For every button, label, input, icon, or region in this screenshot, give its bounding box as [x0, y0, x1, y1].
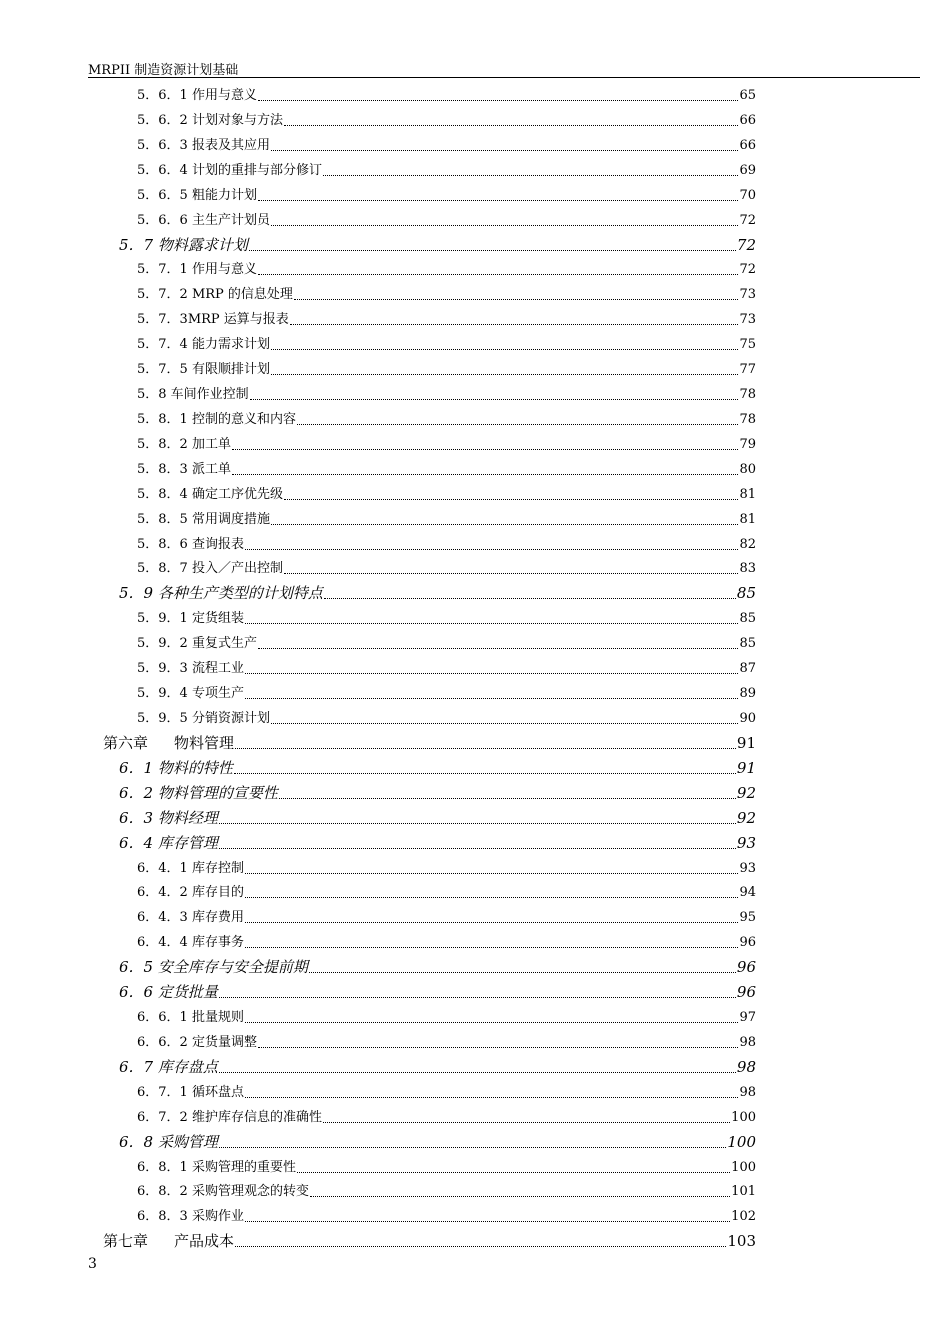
toc-entry-label: 6．5 安全库存与安全提前期 — [119, 958, 308, 977]
dot-leader — [234, 772, 736, 774]
toc-entry-label: 5．8．7 投入／产出控制 — [137, 561, 283, 577]
toc-entry-page: 81 — [739, 511, 756, 527]
toc-entry[interactable] — [137, 84, 756, 106]
toc-entry[interactable] — [137, 458, 756, 480]
dot-leader — [245, 1220, 730, 1222]
toc-entry-label: 6．8 采购管理 — [119, 1132, 218, 1151]
toc-entry[interactable] — [119, 1056, 756, 1078]
toc-entry[interactable] — [137, 931, 756, 953]
dot-leader — [245, 672, 739, 674]
toc-entry[interactable] — [119, 782, 756, 804]
toc-entry-label: 5．9．3 流程工业 — [137, 661, 244, 677]
toc-entry-page: 97 — [739, 1010, 756, 1026]
dot-leader — [235, 747, 736, 749]
toc-entry-page: 72 — [736, 235, 756, 254]
toc-entry[interactable] — [137, 483, 756, 505]
toc-entry[interactable] — [137, 433, 756, 455]
page-header-title: MRPII 制造资源计划基础 — [88, 63, 239, 78]
dot-leader — [271, 722, 739, 724]
toc-entry-page: 69 — [739, 162, 756, 178]
toc-entry-label: 5．6．2 计划对象与方法 — [137, 112, 283, 128]
dot-leader — [219, 996, 736, 998]
toc-entry-label: 5．8．6 查询报表 — [137, 536, 244, 552]
toc-entry[interactable] — [137, 682, 756, 704]
toc-entry-page: 72 — [739, 212, 756, 228]
header-rule — [88, 77, 920, 78]
toc-entry[interactable] — [119, 832, 756, 854]
dot-leader — [245, 921, 739, 923]
toc-entry-page: 96 — [736, 958, 756, 977]
dot-leader — [219, 847, 736, 849]
toc-entry-page: 73 — [739, 287, 756, 303]
toc-entry-page: 79 — [739, 436, 756, 452]
toc-entry-label: 6．1 物料的特性 — [119, 758, 233, 777]
toc-entry-label: 6．4．3 库存费用 — [137, 910, 244, 926]
dot-leader — [245, 946, 739, 948]
toc-entry-label: 6．8．1 采购管理的重要性 — [137, 1159, 296, 1175]
toc-entry-label: 5．9 各种生产类型的计划特点 — [119, 584, 323, 603]
toc-entry-page: 95 — [739, 910, 756, 926]
toc-entry-page: 102 — [731, 1209, 756, 1225]
dot-leader — [219, 1071, 736, 1073]
toc-entry[interactable] — [137, 906, 756, 928]
toc-entry-label: 5．7．5 有限顺排计划 — [137, 362, 270, 378]
toc-entry[interactable] — [137, 881, 756, 903]
toc-entry[interactable] — [137, 607, 756, 629]
toc-entry[interactable] — [119, 582, 756, 604]
dot-leader — [279, 797, 736, 799]
dot-leader — [245, 548, 739, 550]
toc-entry[interactable] — [137, 358, 756, 380]
dot-leader — [290, 323, 739, 325]
dot-leader — [250, 398, 739, 400]
dot-leader — [219, 1146, 727, 1148]
toc-entry-label: 6．7．2 维护库存信息的准确性 — [137, 1109, 322, 1125]
toc-entry[interactable] — [137, 857, 756, 879]
toc-entry[interactable] — [137, 632, 756, 654]
toc-entry-page: 103 — [727, 1232, 756, 1251]
toc-entry-page: 82 — [739, 536, 756, 552]
toc-entry-page: 70 — [739, 187, 756, 203]
toc-entry-page: 90 — [739, 711, 756, 726]
toc-entry-page: 100 — [727, 1132, 756, 1151]
toc-entry-page: 91 — [736, 758, 756, 777]
toc-entry-label: 5．7 物料露求计划 — [119, 235, 248, 254]
toc-entry[interactable] — [137, 1006, 756, 1028]
toc-entry[interactable] — [137, 109, 756, 131]
toc-entry-page: 85 — [736, 584, 756, 603]
toc-entry-page: 85 — [739, 636, 756, 652]
toc-entry-label: 5．8．2 加工单 — [137, 436, 231, 452]
toc-entry-page: 96 — [739, 935, 756, 951]
toc-entry-page: 81 — [739, 486, 756, 502]
toc-entry-label: 6．8．2 采购管理观念的转变 — [137, 1184, 309, 1200]
toc-entry[interactable] — [137, 184, 756, 206]
toc-entry-page: 66 — [739, 137, 756, 153]
toc-entry[interactable] — [119, 1131, 756, 1153]
toc-entry[interactable] — [137, 533, 756, 555]
toc-entry[interactable] — [137, 209, 756, 231]
toc-entry-label: 5．7．2 MRP 的信息处理 — [137, 287, 293, 303]
toc-entry-page: 66 — [739, 112, 756, 128]
toc-entry-page: 98 — [739, 1084, 756, 1100]
dot-leader — [258, 1046, 739, 1048]
toc-entry[interactable] — [137, 557, 756, 579]
toc-entry-label: 6．4．4 库存事务 — [137, 935, 244, 951]
toc-entry[interactable] — [137, 408, 756, 430]
toc-entry-label: 5．7．3MRP 运算与报表 — [137, 312, 289, 328]
toc-entry-label: 6．6 定货批量 — [119, 983, 218, 1002]
dot-leader — [232, 473, 739, 475]
dot-leader — [232, 448, 739, 450]
toc-entry-label: 5．9．1 定货组装 — [137, 611, 244, 627]
toc-entry-page: 85 — [739, 611, 756, 627]
toc-entry[interactable] — [137, 508, 756, 530]
toc-entry-page: 98 — [739, 1034, 756, 1050]
dot-leader — [309, 971, 736, 973]
toc-entry[interactable] — [119, 981, 756, 1003]
dot-leader — [258, 199, 739, 201]
toc-entry[interactable] — [103, 732, 756, 754]
toc-entry-page: 73 — [739, 312, 756, 328]
toc-entry-page: 78 — [739, 387, 756, 403]
dot-leader — [245, 872, 739, 874]
toc-entry-page: 96 — [736, 983, 756, 1002]
toc-entry-label: 5．9．4 专项生产 — [137, 686, 244, 702]
toc-entry-label: 6．7 库存盘点 — [119, 1057, 218, 1076]
dot-leader — [271, 149, 739, 151]
toc-entry[interactable] — [137, 1156, 756, 1178]
dot-leader — [271, 523, 739, 525]
toc-entry[interactable] — [137, 1180, 756, 1202]
toc-entry[interactable] — [119, 807, 756, 829]
dot-leader — [271, 373, 739, 375]
dot-leader — [271, 224, 739, 226]
toc-entry-label: 5．8．4 确定工序优先级 — [137, 486, 283, 502]
toc-entry-page: 98 — [736, 1057, 756, 1076]
toc-entry-label: 5．6．6 主生产计划员 — [137, 212, 270, 228]
toc-entry-label: 5．9．5 分销资源计划 — [137, 711, 270, 726]
toc-entry-label: 6．3 物料经理 — [119, 808, 218, 827]
toc-entry[interactable] — [137, 1205, 756, 1227]
dot-leader — [258, 273, 739, 275]
toc-entry[interactable] — [137, 1106, 756, 1128]
dot-leader — [258, 99, 739, 101]
toc-entry[interactable] — [137, 159, 756, 181]
toc-entry-label: 6．6．2 定货量调整 — [137, 1034, 257, 1050]
toc-entry-label: 5．6．3 报表及其应用 — [137, 137, 270, 153]
toc-entry-label: 5．9．2 重复式生产 — [137, 636, 257, 652]
toc-entry-label: 5．8．1 控制的意义和内容 — [137, 411, 296, 427]
dot-leader — [245, 1021, 739, 1023]
dot-leader — [235, 1245, 726, 1247]
dot-leader — [323, 174, 739, 176]
toc-entry-label: 6．2 物料管理的宣要性 — [119, 783, 278, 802]
toc-entry-label: 6．4 库存管理 — [119, 833, 218, 852]
dot-leader — [249, 249, 736, 251]
toc-entry-page: 101 — [731, 1184, 756, 1200]
toc-entry-label: 5．8．3 派工单 — [137, 461, 231, 477]
dot-leader — [284, 572, 739, 574]
dot-leader — [219, 822, 736, 824]
dot-leader — [297, 423, 739, 425]
toc-entry-page: 87 — [739, 661, 756, 677]
toc-entry-page: 65 — [739, 88, 756, 103]
toc-entry-label: 5．8．5 常用调度措施 — [137, 511, 270, 527]
dot-leader — [284, 124, 739, 126]
toc-entry[interactable] — [137, 707, 756, 729]
toc-entry[interactable] — [137, 283, 756, 305]
toc-entry-page: 100 — [731, 1109, 756, 1125]
toc-entry-page: 91 — [736, 733, 756, 752]
dot-leader — [310, 1195, 730, 1197]
toc-entry-page: 78 — [739, 411, 756, 427]
dot-leader — [323, 1121, 730, 1123]
dot-leader — [245, 1096, 739, 1098]
toc-entry-label: 5．6．1 作用与意义 — [137, 88, 257, 103]
dot-leader — [284, 498, 739, 500]
dot-leader — [294, 298, 739, 300]
toc-entry-page: 80 — [739, 461, 756, 477]
toc-entry[interactable] — [137, 1081, 756, 1103]
toc-entry[interactable] — [137, 657, 756, 679]
toc-entry-label: 第七章 产品成本 — [103, 1232, 235, 1251]
dot-leader — [297, 1171, 730, 1173]
toc-entry[interactable] — [119, 234, 756, 256]
toc-entry[interactable] — [119, 956, 756, 978]
toc-entry[interactable] — [103, 1230, 756, 1252]
toc-entry[interactable] — [137, 258, 756, 280]
toc-entry-page: 92 — [736, 808, 756, 827]
toc-entry[interactable] — [137, 1031, 756, 1053]
dot-leader — [245, 622, 739, 624]
toc-entry-label: 5．8 车间作业控制 — [137, 387, 249, 403]
dot-leader — [324, 597, 736, 599]
toc-entry-label: 5．7．1 作用与意义 — [137, 262, 257, 278]
dot-leader — [258, 647, 739, 649]
toc-entry-page: 83 — [739, 561, 756, 577]
toc-entry-page: 89 — [739, 686, 756, 702]
toc-entry-page: 100 — [731, 1159, 756, 1175]
toc-entry-label: 6．6．1 批量规则 — [137, 1010, 244, 1026]
toc-entry-label: 第六章 物料管理 — [103, 733, 235, 752]
toc-entry-label: 5．6．5 粗能力计划 — [137, 187, 257, 203]
toc-entry-label: 6．4．1 库存控制 — [137, 860, 244, 876]
dot-leader — [271, 348, 739, 350]
toc-entry[interactable] — [137, 308, 756, 330]
toc-entry-label: 5．6．4 计划的重排与部分修订 — [137, 162, 322, 178]
toc-entry-label: 6．7．1 循环盘点 — [137, 1084, 244, 1100]
dot-leader — [245, 896, 739, 898]
toc-entry-page: 93 — [739, 860, 756, 876]
toc-entry[interactable] — [137, 333, 756, 355]
toc-entry-page: 75 — [739, 337, 756, 353]
toc-entry-label: 5．7．4 能力需求计划 — [137, 337, 270, 353]
page-number: 3 — [88, 1256, 97, 1272]
dot-leader — [245, 697, 739, 699]
toc-entry[interactable] — [137, 383, 756, 405]
toc-entry-page: 72 — [739, 262, 756, 278]
toc-entry-page: 94 — [739, 885, 756, 901]
toc-entry[interactable] — [119, 757, 756, 779]
toc-entry[interactable] — [137, 134, 756, 156]
toc-entry-label: 6．4．2 库存目的 — [137, 885, 244, 901]
toc-entry-label: 6．8．3 采购作业 — [137, 1209, 244, 1225]
toc-entry-page: 93 — [736, 833, 756, 852]
toc-entry-page: 77 — [739, 362, 756, 378]
toc-entry-page: 92 — [736, 783, 756, 802]
